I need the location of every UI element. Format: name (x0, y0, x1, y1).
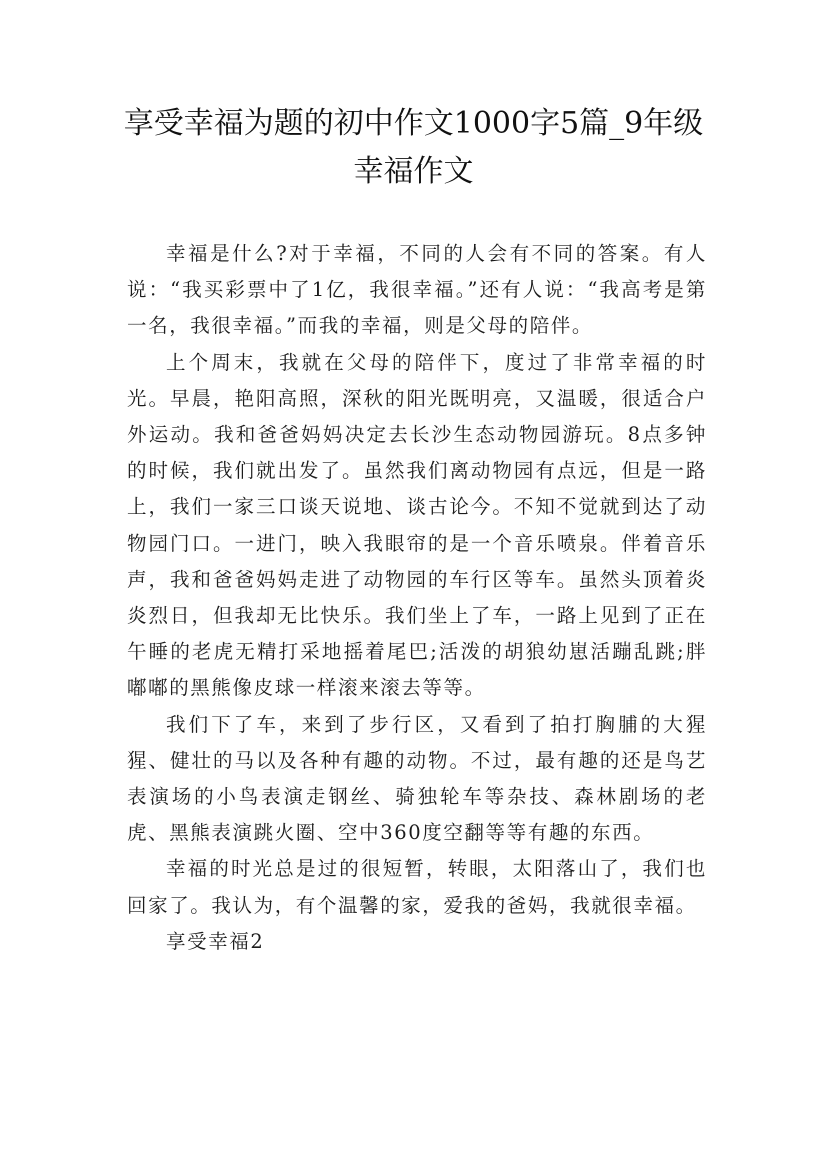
paragraph-intro: 幸福是什么?对于幸福，不同的人会有不同的答案。有人说：“我买彩票中了1亿，我很幸福。”还有人说：“我高考是第一名，我很幸福。”而我的幸福，则是父母的陪伴。 (127, 242, 707, 338)
paragraph-weekend: 上个周末，我就在父母的陪伴下，度过了非常幸福的时光。早晨，艳阳高照，深秋的阳光既明亮，又温暖，很适合户外运动。我和爸爸妈妈决定去长沙生态动物园游玩。8点多钟的时候，我们就出发了。虽然我们离动物园有点远，但是一路上，我们一家三口谈天说地、谈古论今。不知不觉就到达了动物园门口。一进门，映入我眼帘的是一个音乐喷泉。伴着音乐声，我和爸爸妈妈走进了动物园的车行区等车。虽然头顶着炎炎烈日，但我却无比快乐。我们坐上了车，一路上见到了正在午睡的老虎无精打采地摇着尾巴;活泼的胡狼幼崽活蹦乱跳;胖嘟嘟的黑熊像皮球一样滚来滚去等等。 (127, 350, 707, 700)
section-heading: 享受幸福2 (166, 929, 265, 953)
paragraph-walking-area: 我们下了车，来到了步行区，又看到了拍打胸脯的大猩猩、健壮的马以及各种有趣的动物。不过，最有趣的还是鸟艺表演场的小鸟表演走钢丝、骑独轮车等杂技、森林剧场的老虎、黑熊表演跳火圈、空中360度空翻等等有趣的东西。 (127, 712, 707, 845)
document-body (127, 236, 707, 960)
paragraph-conclusion: 幸福的时光总是过的很短暂，转眼，太阳落山了，我们也回家了。我认为，有个温馨的家，爱我的爸妈，我就很幸福。 (127, 857, 707, 917)
document-title: 享受幸福为题的初中作文1000字5篇_9年级幸福作文 (123, 106, 704, 189)
